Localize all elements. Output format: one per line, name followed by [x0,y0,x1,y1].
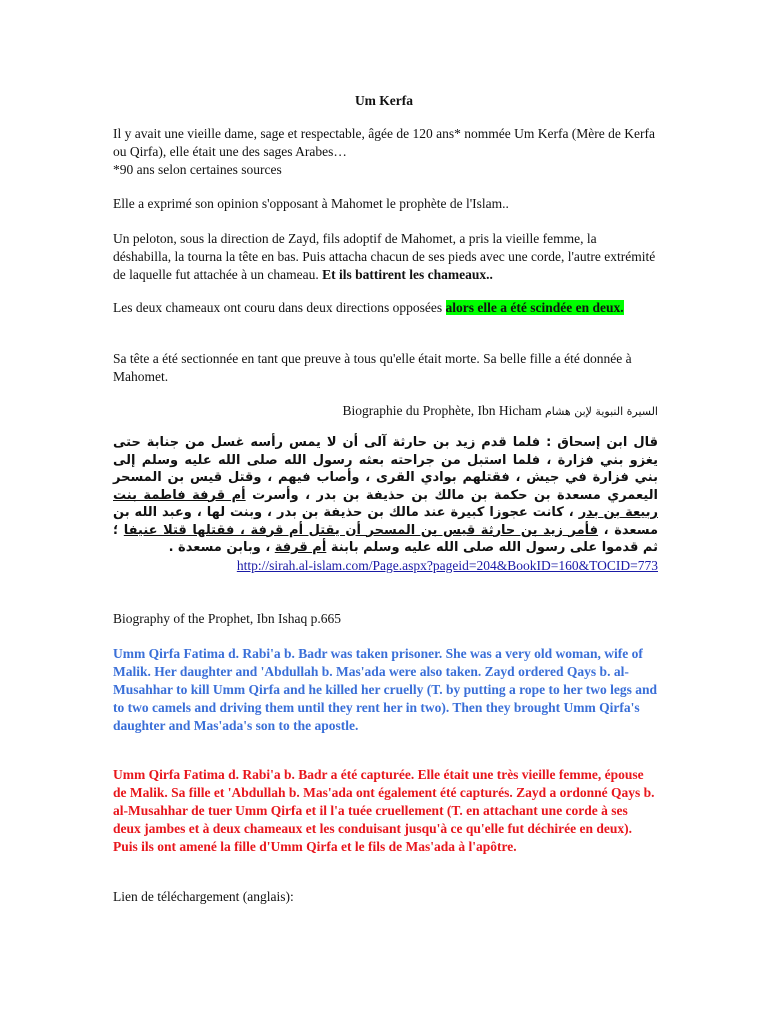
download-label: Lien de téléchargement (anglais): [113,889,294,904]
camels-paragraph [113,299,658,317]
peloton-paragraph [113,230,658,284]
intro-paragraph [113,125,658,179]
intro-line: Il y avait une vieille dame, sage et respectable, âgée de 120 ans* nommée Um Kerfa (Mère de Kerfa ou Qirfa), elle était une des sages Arabes… [113,126,656,159]
peloton-text: Un peloton, sous la direction de Zayd, fils adoptif de Mahomet, a pris la vieille femme, la déshabilla, la tourna la tête en bas. Puis attacha chacun de ses pieds avec une corde, l'autre extrémité de laquelle fut attachée à un chameau. [113,231,656,282]
camels-text: Les deux chameaux ont couru dans deux directions opposées [113,300,446,315]
arabic-underline-3: أم قرفة [274,540,327,555]
head-paragraph: Sa tête a été sectionnée en tant que preuve à tous qu'elle était morte. Sa belle fille a été donnée à Mahomet. [113,351,632,384]
source-fr [113,402,658,421]
arabic-part-2: ، كانت عجوزا كبيرة عند مالك بن حذيفة بن بدر ، وبنت لها ، وعبد الله بن مسعدة ، [113,505,658,538]
source-en: Biography of the Prophet, Ibn Ishaq p.665 [113,611,341,626]
arabic-underline-2: فأمر زيد بن حارثة قيس بن المسحر أن يقتل أم قرفة ، فقتلها قتلا عنيفا [123,522,599,538]
english-quote: Umm Qirfa Fatima d. Rabi'a b. Badr was taken prisoner. She was a very old woman, wife of Malik. Her daughter and 'Abdullah b. Mas'ada were also taken. Zayd ordered Qays b. al-Musahhar to kill Umm Qirfa and he killed her cruelly (T. by putting a rope to her two legs and to two camels and driving them until they rent her in two). Then they brought Umm Qirfa's daughter and Mas'ada's son to the apostle. [113,646,658,733]
intro-footnote: *90 ans selon certaines sources [113,162,282,177]
source-fr-label: Biographie du Prophète, Ibn Hicham [342,403,542,418]
arabic-part-4: ، وبابن مسعدة . [168,540,275,555]
page-title: Um Kerfa [354,93,414,108]
opinion-paragraph: Elle a exprimé son opinion s'opposant à Mahomet le prophète de l'Islam.. [113,196,509,211]
source-link-row [113,557,658,575]
arabic-underline-1: أم قرفة فاطمة بنت ربيعة بن بدر [113,487,658,520]
peloton-bold-text: Et ils battirent les chameaux.. [322,267,493,282]
french-quote: Umm Qirfa Fatima d. Rabi'a b. Badr a été capturée. Elle était une très vieille femme, épouse de Malik. Sa fille et 'Abdullah b. Mas'ada ont également été capturés. Zayd a ordonné Qays b. al-Musahhar de tuer Umm Qirfa et il l'a tuée cruellement (T. en attachant une corde à ses deux jambes et à deux chameaux et les conduisant jusqu'à ce qu'elle fut déchirée en deux). Puis ils ont amené la fille d'Umm Qirfa et le fils de Mas'ada à l'apôtre. [113,767,655,854]
highlighted-text: alors elle a été scindée en deux. [445,300,624,315]
source-link[interactable]: http://sirah.al-islam.com/Page.aspx?pageid=204&BookID=160&TOCID=773 [236,558,658,573]
arabic-part-3: ؛ ثم قدموا على رسول الله صلى الله عليه وسلم بابنة [113,522,658,555]
source-fr-arabic-title: السيرة النبوية لإبن هشام [544,405,658,418]
arabic-passage [113,434,658,557]
arabic-part-1: قال ابن إسحاق : فلما قدم زيد بن حارثة آلى أن لا يمس رأسه غسل من جنابة حتى يغزو بني فزارة ، فلما استبل من جراحته بعثه رسول الله صلى الله عليه وسلم إلى بني فزارة في جيش ، فقتلهم بوادي القرى ، وأصاب فيهم ، وقتل قيس بن المسحر اليعمري مسعدة بن حكمة بن مالك بن حذيفة بن بدر ، وأسرت [113,435,658,503]
